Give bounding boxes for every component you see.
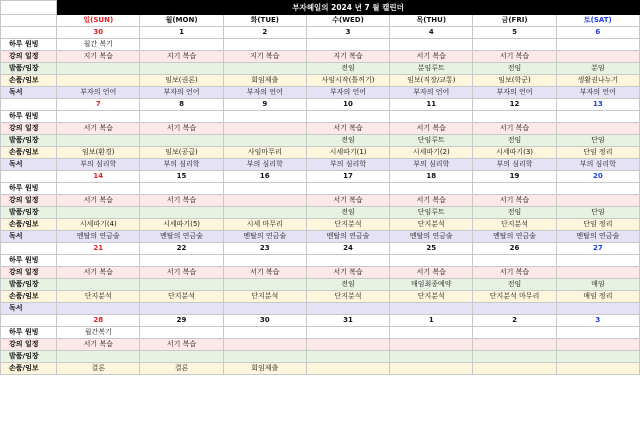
schedule-cell[interactable]: 단지분석 bbox=[390, 219, 473, 231]
schedule-cell[interactable] bbox=[140, 111, 223, 123]
schedule-row bbox=[1, 339, 640, 351]
schedule-cell[interactable]: 단임루트 bbox=[390, 135, 473, 147]
schedule-cell[interactable] bbox=[473, 111, 556, 123]
schedule-cell[interactable] bbox=[473, 339, 556, 351]
schedule-cell[interactable] bbox=[140, 351, 223, 363]
date-cell[interactable]: 27 bbox=[556, 243, 639, 255]
schedule-cell[interactable]: 전임 bbox=[306, 279, 389, 291]
schedule-row bbox=[1, 255, 640, 267]
category-label: 발품/임장 bbox=[1, 279, 57, 291]
schedule-row bbox=[1, 87, 640, 99]
date-cell[interactable]: 5 bbox=[473, 27, 556, 39]
schedule-cell[interactable] bbox=[57, 135, 140, 147]
schedule-cell[interactable] bbox=[57, 207, 140, 219]
schedule-cell[interactable] bbox=[556, 39, 639, 51]
schedule-cell[interactable] bbox=[306, 351, 389, 363]
schedule-cell[interactable] bbox=[556, 183, 639, 195]
schedule-row bbox=[1, 351, 640, 363]
weekday-header: 수(WED) bbox=[306, 15, 389, 27]
category-label: 손품/임보 bbox=[1, 219, 57, 231]
schedule-row bbox=[1, 111, 640, 123]
schedule-cell[interactable]: 서기 복습 bbox=[473, 123, 556, 135]
week-date-row bbox=[1, 315, 640, 327]
category-label: 하루 원빙 bbox=[1, 111, 57, 123]
date-cell[interactable]: 2 bbox=[473, 315, 556, 327]
schedule-cell[interactable]: 부의 심리학 bbox=[306, 159, 389, 171]
category-label: 독서 bbox=[1, 159, 57, 171]
schedule-cell[interactable]: 멘탈의 연금술 bbox=[223, 231, 306, 243]
week-date-row-label bbox=[1, 99, 57, 111]
schedule-row bbox=[1, 279, 640, 291]
schedule-cell[interactable] bbox=[556, 351, 639, 363]
schedule-cell[interactable]: 단지분석 bbox=[57, 291, 140, 303]
date-cell[interactable]: 2 bbox=[223, 27, 306, 39]
schedule-cell[interactable]: 전임 bbox=[473, 279, 556, 291]
schedule-row bbox=[1, 303, 640, 315]
category-label: 발품/임장 bbox=[1, 135, 57, 147]
date-cell[interactable]: 14 bbox=[57, 171, 140, 183]
week-date-row bbox=[1, 171, 640, 183]
category-label: 발품/임장 bbox=[1, 351, 57, 363]
schedule-cell[interactable]: 분임 bbox=[556, 63, 639, 75]
schedule-cell[interactable]: 전임 bbox=[306, 63, 389, 75]
schedule-cell[interactable] bbox=[223, 303, 306, 315]
date-cell[interactable]: 1 bbox=[390, 315, 473, 327]
category-label: 강의 일정 bbox=[1, 267, 57, 279]
schedule-cell[interactable]: 임보(직장/교통) bbox=[390, 75, 473, 87]
schedule-cell[interactable] bbox=[57, 303, 140, 315]
schedule-cell[interactable] bbox=[556, 303, 639, 315]
schedule-row bbox=[1, 231, 640, 243]
schedule-cell[interactable]: 부의 심리학 bbox=[140, 159, 223, 171]
schedule-cell[interactable]: 전임 bbox=[473, 63, 556, 75]
schedule-cell[interactable] bbox=[390, 327, 473, 339]
date-cell[interactable]: 11 bbox=[390, 99, 473, 111]
schedule-cell[interactable] bbox=[140, 183, 223, 195]
schedule-cell[interactable]: 생활권나누기 bbox=[556, 75, 639, 87]
schedule-cell[interactable] bbox=[390, 111, 473, 123]
week-date-row bbox=[1, 27, 640, 39]
date-cell[interactable]: 15 bbox=[140, 171, 223, 183]
schedule-cell[interactable] bbox=[473, 363, 556, 375]
weekday-header-row bbox=[1, 15, 640, 27]
schedule-cell[interactable] bbox=[306, 39, 389, 51]
schedule-cell[interactable]: 사임시작(틀꺼기) bbox=[306, 75, 389, 87]
date-cell[interactable]: 19 bbox=[473, 171, 556, 183]
date-cell[interactable]: 17 bbox=[306, 171, 389, 183]
schedule-cell[interactable]: 매임최종예약 bbox=[390, 279, 473, 291]
week-date-row-label bbox=[1, 171, 57, 183]
schedule-row bbox=[1, 63, 640, 75]
date-cell[interactable]: 8 bbox=[140, 99, 223, 111]
schedule-cell[interactable]: 부자의 언어 bbox=[556, 87, 639, 99]
date-cell[interactable]: 22 bbox=[140, 243, 223, 255]
schedule-cell[interactable]: 단지분석 bbox=[306, 291, 389, 303]
schedule-cell[interactable] bbox=[390, 303, 473, 315]
schedule-cell[interactable]: 임보(환경) bbox=[57, 147, 140, 159]
schedule-cell[interactable] bbox=[306, 255, 389, 267]
schedule-cell[interactable] bbox=[473, 183, 556, 195]
schedule-cell[interactable] bbox=[140, 39, 223, 51]
weekday-header: 토(SAT) bbox=[556, 15, 639, 27]
schedule-cell[interactable] bbox=[223, 111, 306, 123]
schedule-cell[interactable]: 서기 복습 bbox=[57, 267, 140, 279]
schedule-cell[interactable]: 서기 복습 bbox=[57, 195, 140, 207]
schedule-cell[interactable]: 부의 심리학 bbox=[556, 159, 639, 171]
date-cell[interactable]: 18 bbox=[390, 171, 473, 183]
date-cell[interactable]: 12 bbox=[473, 99, 556, 111]
schedule-cell[interactable] bbox=[390, 363, 473, 375]
week-date-row-label bbox=[1, 315, 57, 327]
schedule-cell[interactable] bbox=[473, 255, 556, 267]
schedule-cell[interactable] bbox=[556, 267, 639, 279]
schedule-cell[interactable] bbox=[390, 39, 473, 51]
schedule-row bbox=[1, 183, 640, 195]
schedule-cell[interactable]: 매임 bbox=[556, 279, 639, 291]
date-cell[interactable]: 10 bbox=[306, 99, 389, 111]
schedule-cell[interactable]: 전임 bbox=[473, 135, 556, 147]
schedule-cell[interactable]: 서기 복습 bbox=[306, 123, 389, 135]
schedule-cell[interactable]: 서기 복습 bbox=[140, 195, 223, 207]
schedule-cell[interactable]: 회임제출 bbox=[223, 363, 306, 375]
schedule-cell[interactable]: 단임루트 bbox=[390, 207, 473, 219]
schedule-cell[interactable]: 부의 심리학 bbox=[473, 159, 556, 171]
schedule-cell[interactable] bbox=[140, 327, 223, 339]
schedule-cell[interactable]: 시세따기(3) bbox=[473, 147, 556, 159]
schedule-cell[interactable] bbox=[556, 195, 639, 207]
schedule-cell[interactable] bbox=[306, 183, 389, 195]
schedule-cell[interactable]: 서기 복습 bbox=[57, 339, 140, 351]
schedule-cell[interactable]: 단지분석 bbox=[473, 219, 556, 231]
schedule-cell[interactable]: 서기 복습 bbox=[473, 267, 556, 279]
schedule-cell[interactable]: 시세따기(4) bbox=[57, 219, 140, 231]
schedule-cell[interactable] bbox=[57, 75, 140, 87]
schedule-row bbox=[1, 75, 640, 87]
schedule-cell[interactable] bbox=[223, 183, 306, 195]
schedule-cell[interactable] bbox=[57, 183, 140, 195]
schedule-cell[interactable] bbox=[57, 255, 140, 267]
weekday-header: 화(TUE) bbox=[223, 15, 306, 27]
schedule-cell[interactable] bbox=[390, 255, 473, 267]
week-date-row-label bbox=[1, 27, 57, 39]
schedule-cell[interactable] bbox=[556, 327, 639, 339]
schedule-cell[interactable]: 서기 복습 bbox=[390, 123, 473, 135]
schedule-cell[interactable] bbox=[140, 255, 223, 267]
schedule-cell[interactable]: 사임마무리 bbox=[223, 147, 306, 159]
date-cell[interactable]: 30 bbox=[223, 315, 306, 327]
weekday-header: 목(THU) bbox=[390, 15, 473, 27]
category-label: 손품/임보 bbox=[1, 75, 57, 87]
schedule-cell[interactable] bbox=[223, 327, 306, 339]
schedule-row bbox=[1, 207, 640, 219]
schedule-cell[interactable]: 부의 심리학 bbox=[57, 159, 140, 171]
schedule-cell[interactable] bbox=[140, 279, 223, 291]
schedule-cell[interactable] bbox=[473, 351, 556, 363]
schedule-cell[interactable] bbox=[223, 63, 306, 75]
date-cell[interactable]: 6 bbox=[556, 27, 639, 39]
weekday-header: 일(SUN) bbox=[57, 15, 140, 27]
schedule-cell[interactable]: 서기 복습 bbox=[390, 267, 473, 279]
schedule-cell[interactable] bbox=[140, 207, 223, 219]
schedule-row bbox=[1, 51, 640, 63]
date-cell[interactable]: 16 bbox=[223, 171, 306, 183]
schedule-cell[interactable]: 전임 bbox=[473, 207, 556, 219]
schedule-row bbox=[1, 291, 640, 303]
schedule-row bbox=[1, 147, 640, 159]
schedule-cell[interactable]: 멘탈의 연금술 bbox=[57, 231, 140, 243]
date-cell[interactable]: 9 bbox=[223, 99, 306, 111]
schedule-cell[interactable] bbox=[473, 303, 556, 315]
category-label: 강의 일정 bbox=[1, 123, 57, 135]
schedule-cell[interactable] bbox=[223, 339, 306, 351]
schedule-cell[interactable]: 멘탈의 연금술 bbox=[140, 231, 223, 243]
schedule-cell[interactable]: 임보(학군) bbox=[473, 75, 556, 87]
category-label: 독서 bbox=[1, 303, 57, 315]
schedule-row bbox=[1, 219, 640, 231]
category-label: 독서 bbox=[1, 87, 57, 99]
schedule-cell[interactable] bbox=[140, 303, 223, 315]
schedule-cell[interactable] bbox=[556, 339, 639, 351]
schedule-cell[interactable] bbox=[223, 39, 306, 51]
schedule-cell[interactable]: 단지분석 bbox=[140, 291, 223, 303]
schedule-cell[interactable]: 서기 복습 bbox=[57, 123, 140, 135]
schedule-cell[interactable] bbox=[306, 303, 389, 315]
schedule-cell[interactable]: 부자의 언어 bbox=[140, 87, 223, 99]
date-cell[interactable]: 23 bbox=[223, 243, 306, 255]
category-label: 손품/임보 bbox=[1, 291, 57, 303]
schedule-cell[interactable]: 단지분석 bbox=[223, 291, 306, 303]
week-date-row bbox=[1, 243, 640, 255]
week-date-row-label bbox=[1, 243, 57, 255]
schedule-cell[interactable] bbox=[473, 327, 556, 339]
schedule-cell[interactable]: 단지분석 마무리 bbox=[473, 291, 556, 303]
category-label: 하루 원빙 bbox=[1, 327, 57, 339]
schedule-cell[interactable]: 시세 마무리 bbox=[223, 219, 306, 231]
schedule-cell[interactable] bbox=[306, 111, 389, 123]
schedule-cell[interactable]: 단지분석 bbox=[390, 291, 473, 303]
category-label: 발품/임장 bbox=[1, 63, 57, 75]
schedule-row bbox=[1, 39, 640, 51]
schedule-cell[interactable] bbox=[57, 63, 140, 75]
date-cell[interactable]: 7 bbox=[57, 99, 140, 111]
schedule-cell[interactable]: 부자의 언어 bbox=[390, 87, 473, 99]
schedule-cell[interactable]: 부자의 언어 bbox=[223, 87, 306, 99]
schedule-cell[interactable] bbox=[223, 279, 306, 291]
category-label: 강의 일정 bbox=[1, 339, 57, 351]
schedule-cell[interactable]: 단지분석 bbox=[306, 219, 389, 231]
schedule-cell[interactable] bbox=[556, 111, 639, 123]
week-date-row bbox=[1, 99, 640, 111]
corner-cell bbox=[1, 1, 57, 15]
category-label: 하루 원빙 bbox=[1, 255, 57, 267]
schedule-cell[interactable]: 서기 복습 bbox=[140, 339, 223, 351]
schedule-cell[interactable]: 회임제출 bbox=[223, 75, 306, 87]
schedule-cell[interactable]: 부의 심리학 bbox=[390, 159, 473, 171]
schedule-cell[interactable]: 지기 복습 bbox=[223, 51, 306, 63]
schedule-cell[interactable]: 단임 bbox=[556, 207, 639, 219]
schedule-row bbox=[1, 159, 640, 171]
schedule-row bbox=[1, 195, 640, 207]
date-cell[interactable]: 30 bbox=[57, 27, 140, 39]
date-cell[interactable]: 26 bbox=[473, 243, 556, 255]
schedule-cell[interactable]: 서기 복습 bbox=[473, 195, 556, 207]
date-cell[interactable]: 31 bbox=[306, 315, 389, 327]
schedule-cell[interactable]: 단임 정리 bbox=[556, 147, 639, 159]
schedule-cell[interactable] bbox=[556, 363, 639, 375]
category-label: 강의 일정 bbox=[1, 195, 57, 207]
schedule-cell[interactable]: 시세따기(1) bbox=[306, 147, 389, 159]
schedule-cell[interactable]: 결론 bbox=[57, 363, 140, 375]
schedule-cell[interactable]: 결론 bbox=[140, 363, 223, 375]
date-cell[interactable]: 1 bbox=[140, 27, 223, 39]
schedule-cell[interactable]: 서기 복습 bbox=[473, 51, 556, 63]
schedule-cell[interactable] bbox=[223, 207, 306, 219]
schedule-cell[interactable]: 서기 복습 bbox=[390, 51, 473, 63]
schedule-cell[interactable] bbox=[390, 339, 473, 351]
category-label: 발품/임장 bbox=[1, 207, 57, 219]
schedule-cell[interactable]: 단임 정리 bbox=[556, 219, 639, 231]
category-label: 손품/임보 bbox=[1, 363, 57, 375]
schedule-cell[interactable] bbox=[223, 135, 306, 147]
calendar-title: 부자헤일의 2024 년 7 월 캘린더 bbox=[57, 1, 640, 15]
schedule-cell[interactable]: 매임 정리 bbox=[556, 291, 639, 303]
schedule-cell[interactable]: 부자의 언어 bbox=[57, 87, 140, 99]
schedule-cell[interactable]: 분임루트 bbox=[390, 63, 473, 75]
schedule-cell[interactable]: 지기 복습 bbox=[140, 51, 223, 63]
schedule-cell[interactable] bbox=[140, 63, 223, 75]
schedule-cell[interactable] bbox=[306, 339, 389, 351]
schedule-row bbox=[1, 135, 640, 147]
schedule-cell[interactable]: 멘탈의 연금술 bbox=[306, 231, 389, 243]
schedule-cell[interactable] bbox=[57, 111, 140, 123]
date-cell[interactable]: 28 bbox=[57, 315, 140, 327]
schedule-cell[interactable]: 부자의 언어 bbox=[306, 87, 389, 99]
schedule-cell[interactable]: 전임 bbox=[306, 135, 389, 147]
schedule-cell[interactable] bbox=[57, 351, 140, 363]
date-cell[interactable]: 13 bbox=[556, 99, 639, 111]
schedule-cell[interactable]: 임보(권론) bbox=[140, 75, 223, 87]
schedule-cell[interactable]: 서기 복습 bbox=[306, 195, 389, 207]
weekday-header: 금(FRI) bbox=[473, 15, 556, 27]
schedule-cell[interactable] bbox=[57, 279, 140, 291]
date-cell[interactable]: 20 bbox=[556, 171, 639, 183]
schedule-cell[interactable]: 월간 복기 bbox=[57, 39, 140, 51]
schedule-cell[interactable] bbox=[306, 363, 389, 375]
schedule-cell[interactable] bbox=[556, 123, 639, 135]
schedule-cell[interactable] bbox=[556, 255, 639, 267]
schedule-cell[interactable]: 멘탈의 연금술 bbox=[390, 231, 473, 243]
schedule-cell[interactable] bbox=[390, 351, 473, 363]
schedule-cell[interactable]: 멘탈의 연금술 bbox=[556, 231, 639, 243]
schedule-cell[interactable]: 시세따기(5) bbox=[140, 219, 223, 231]
date-cell[interactable]: 24 bbox=[306, 243, 389, 255]
schedule-cell[interactable]: 서기 복습 bbox=[390, 195, 473, 207]
category-label: 손품/임보 bbox=[1, 147, 57, 159]
schedule-cell[interactable]: 서기 복습 bbox=[223, 267, 306, 279]
schedule-cell[interactable]: 서기 복습 bbox=[306, 267, 389, 279]
date-cell[interactable]: 21 bbox=[57, 243, 140, 255]
schedule-cell[interactable] bbox=[473, 39, 556, 51]
schedule-cell[interactable]: 지기 복습 bbox=[306, 51, 389, 63]
schedule-cell[interactable]: 지기 복습 bbox=[57, 51, 140, 63]
category-label: 독서 bbox=[1, 231, 57, 243]
schedule-cell[interactable]: 시세따기(2) bbox=[390, 147, 473, 159]
category-label: 하루 원빙 bbox=[1, 39, 57, 51]
date-cell[interactable]: 25 bbox=[390, 243, 473, 255]
schedule-cell[interactable] bbox=[223, 123, 306, 135]
category-label: 강의 일정 bbox=[1, 51, 57, 63]
schedule-row bbox=[1, 363, 640, 375]
schedule-cell[interactable]: 전임 bbox=[306, 207, 389, 219]
schedule-cell[interactable]: 부의 심리학 bbox=[223, 159, 306, 171]
schedule-cell[interactable]: 서기 복습 bbox=[140, 123, 223, 135]
schedule-cell[interactable]: 멘탈의 연금술 bbox=[473, 231, 556, 243]
date-cell[interactable]: 3 bbox=[556, 315, 639, 327]
schedule-row bbox=[1, 267, 640, 279]
schedule-cell[interactable]: 임보(공급) bbox=[140, 147, 223, 159]
schedule-cell[interactable] bbox=[390, 183, 473, 195]
corner-cell bbox=[1, 15, 57, 27]
schedule-cell[interactable] bbox=[306, 327, 389, 339]
schedule-cell[interactable]: 서기 복습 bbox=[140, 267, 223, 279]
schedule-cell[interactable] bbox=[223, 255, 306, 267]
date-cell[interactable]: 4 bbox=[390, 27, 473, 39]
schedule-cell[interactable] bbox=[140, 135, 223, 147]
schedule-cell[interactable] bbox=[223, 351, 306, 363]
schedule-row bbox=[1, 327, 640, 339]
schedule-cell[interactable]: 단임 bbox=[556, 135, 639, 147]
calendar-title-row bbox=[1, 1, 640, 15]
schedule-cell[interactable] bbox=[556, 51, 639, 63]
schedule-cell[interactable]: 월간복기 bbox=[57, 327, 140, 339]
weekday-header: 월(MON) bbox=[140, 15, 223, 27]
schedule-row bbox=[1, 123, 640, 135]
date-cell[interactable]: 3 bbox=[306, 27, 389, 39]
category-label: 하루 원빙 bbox=[1, 183, 57, 195]
schedule-cell[interactable]: 부자의 언어 bbox=[473, 87, 556, 99]
date-cell[interactable]: 29 bbox=[140, 315, 223, 327]
schedule-cell[interactable] bbox=[223, 195, 306, 207]
